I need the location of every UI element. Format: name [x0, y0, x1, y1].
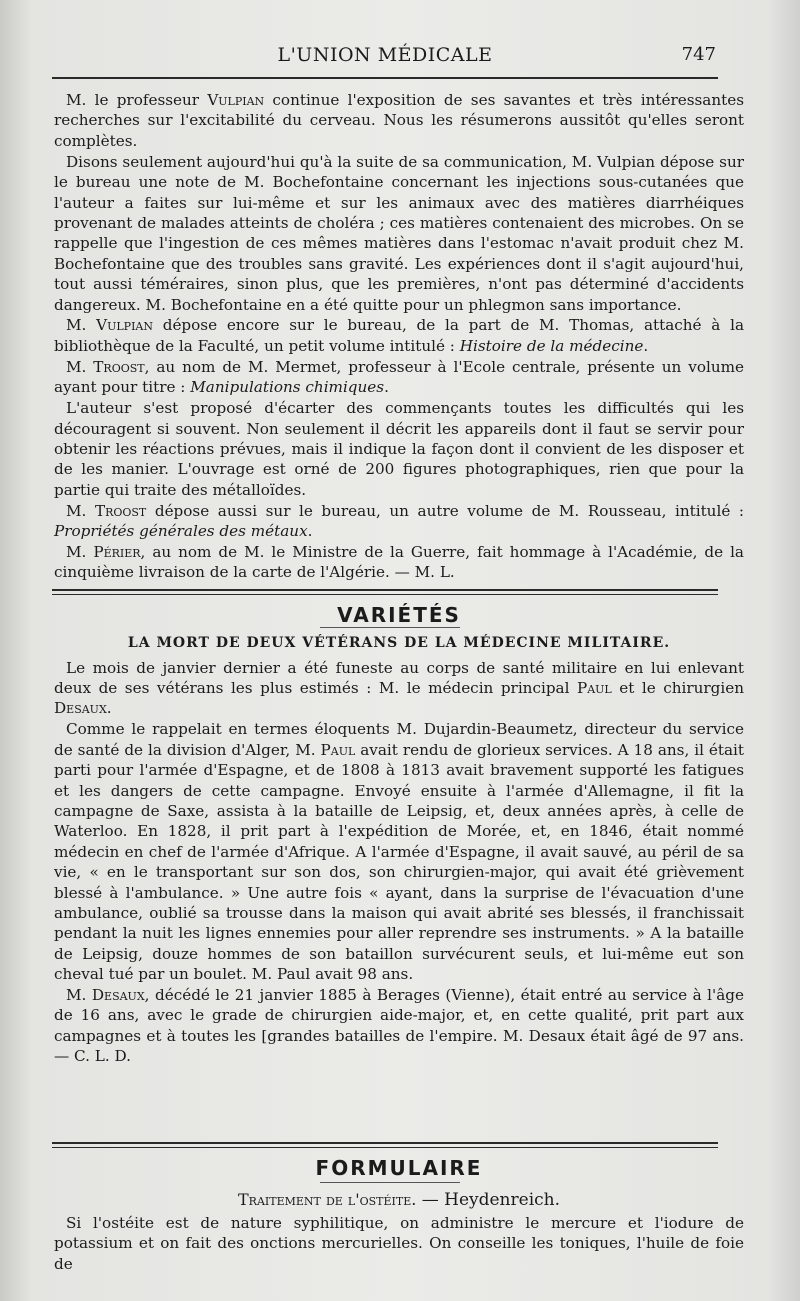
book-title: Manipulations chimiques [190, 378, 385, 397]
person-name: Troost [94, 501, 147, 520]
person-name: Périer [93, 542, 141, 561]
paragraph: M. Périer, au nom de M. le Ministre de la Guerre, fait hommage à l'Académie, de la cinquième livraison de la carte de l'Algérie. — M. L. [54, 542, 744, 582]
person-name: Paul [576, 678, 612, 697]
person-name: Desaux [91, 986, 145, 1005]
person-name: Vulpian [96, 316, 153, 335]
paragraph: M. Troost dépose aussi sur le bureau, un autre volume de M. Rousseau, intitulé : Propriétés générales des métaux. [54, 501, 744, 541]
varietes-title: VARIÉTÉS [337, 602, 461, 627]
book-title: Propriétés générales des métaux [54, 522, 308, 541]
book-title: Histoire de la médecine [459, 336, 644, 355]
formulaire-title: FORMULAIRE [315, 1156, 483, 1180]
section-rule [52, 1142, 718, 1148]
paragraph: M. Desaux, décédé le 21 janvier 1885 à Berages (Vienne), était entré au service à l'âge de 16 ans, avec le grade de chirurgien aide-major, et, en cette qualité, prit part aux campagnes et à toutes les [grandes batailles de l'empire. M. Desaux était âgé de 97 ans. — C. L. D. [54, 986, 744, 1066]
header-rule [52, 77, 718, 79]
paragraph: Le mois de janvier dernier a été funeste au corps de santé militaire en lui enlevant deux de ses vétérans les plus estimés : M. le médecin principal Paul et le chirurgien Desaux. [54, 658, 745, 718]
formulaire-section [54, 1142, 744, 1274]
paragraph: Comme le rappelait en termes éloquents M. Dujardin-Beaumetz, directeur du service de santé de la division d'Alger, M. Paul avait rendu de glorieux services. A 18 ans, il était parti pour l'armée d'Espagne, et de 1808 à 1813 avait bravement supporté les fatigues et les dangers de cette campagne. Envoyé ensuite à l'armée d'Allemagne, il fit la campagne de Saxe, assista à la bataille de Leipsig, et, deux années après, à celle de Waterloo. En 1828, il prit part à l'expédition de Morée, et, en 1846, était nommé médecin en chef de l'armée d'Afrique. A l'armée d'Espagne, il avait sauvé, au péril de sa vie, « en le transportant sur son dos, son chirurgien-major, qui avait été grièvement blessé à l'ambulance. » Une autre fois « ayant, dans la surprise de l'évacuation d'une ambulance, oublié sa trousse dans la maison qui avait abrité ses blessés, il franchissait pendant la nuit les lignes ennemies pour aller reprendre ses instruments. » A la bataille de Leipsig, douze hommes de son bataillon survécurent seuls, et lui-même eut son cheval tué par un boulet. M. Paul avait 98 ans. [54, 720, 745, 984]
paragraph: M. le professeur Vulpian continue l'exposition de ses savantes et très intéressantes recherches sur l'excitabilité du cerveau. Nous les résumerons aussitôt qu'elles seront complètes. [54, 91, 745, 150]
title-underline [320, 627, 460, 628]
main-text [54, 90, 744, 1067]
title-underline [320, 1182, 460, 1183]
page-number: 747 [681, 44, 716, 65]
person-name: Desaux [54, 699, 107, 718]
paragraph: M. Troost, au nom de M. Mermet, professeur à l'Ecole centrale, présente un volume ayant pour titre : Manipulations chimiques. [54, 357, 744, 397]
paragraph: L'auteur s'est proposé d'écarter des commençants toutes les difficultés qui les découragent si souvent. Non seulement il décrit les appareils dont il faut se servir pour obtenir les réactions prévues, mais il indique la façon dont il convient de les disposer et de les manier. L'ouvrage est orné de 200 figures photographiques, rien que pour la partie qui traite des métalloïdes. [54, 399, 744, 499]
page-header [50, 44, 720, 74]
person-name: Vulpian [207, 91, 265, 109]
section-rule [52, 589, 718, 595]
paragraph: Disons seulement aujourd'hui qu'à la suite de sa communication, M. Vulpian dépose sur le bureau une note de M. Bochefontaine concernant les injections sous-cutanées que l'auteur a faites sur lui-même et sur les animaux avec des matières diarrhéiques provenant de malades atteints de choléra ; ces matières contenaient des microbes. On se rappelle que l'ingestion de ces mêmes matières dans l'estomac n'avait produit chez M. Bochefontaine que des troubles sans gravité. Les expériences dont il s'agit aujourd'hui, tout aussi téméraires, sinon plus, que les premières, n'ont pas déterminé d'accidents dangereux. M. Bochefontaine en a été quitte pour un phlegmon sans importance. [54, 152, 744, 314]
person-name: Paul [320, 740, 356, 759]
formulaire-subtitle: Traitement de l'ostéite. — Heydenreich. [238, 1190, 560, 1211]
person-name: Troost [93, 357, 145, 376]
paragraph: M. Vulpian dépose encore sur le bureau, de la part de M. Thomas, attaché à la bibliothèque de la Faculté, un petit volume intitulé : Histoire de la médecine. [54, 316, 744, 355]
varietes-subtitle: LA MORT DE DEUX VÉTÉRANS DE LA MÉDECINE MILITAIRE. [127, 635, 671, 652]
running-title: L'UNION MÉDICALE [277, 44, 493, 66]
paragraph: Si l'ostéite est de nature syphilitique, on administre le mercure et l'iodure de potassium et on fait des onctions mercurielles. On conseille les toniques, l'huile de foie de [54, 1213, 744, 1273]
